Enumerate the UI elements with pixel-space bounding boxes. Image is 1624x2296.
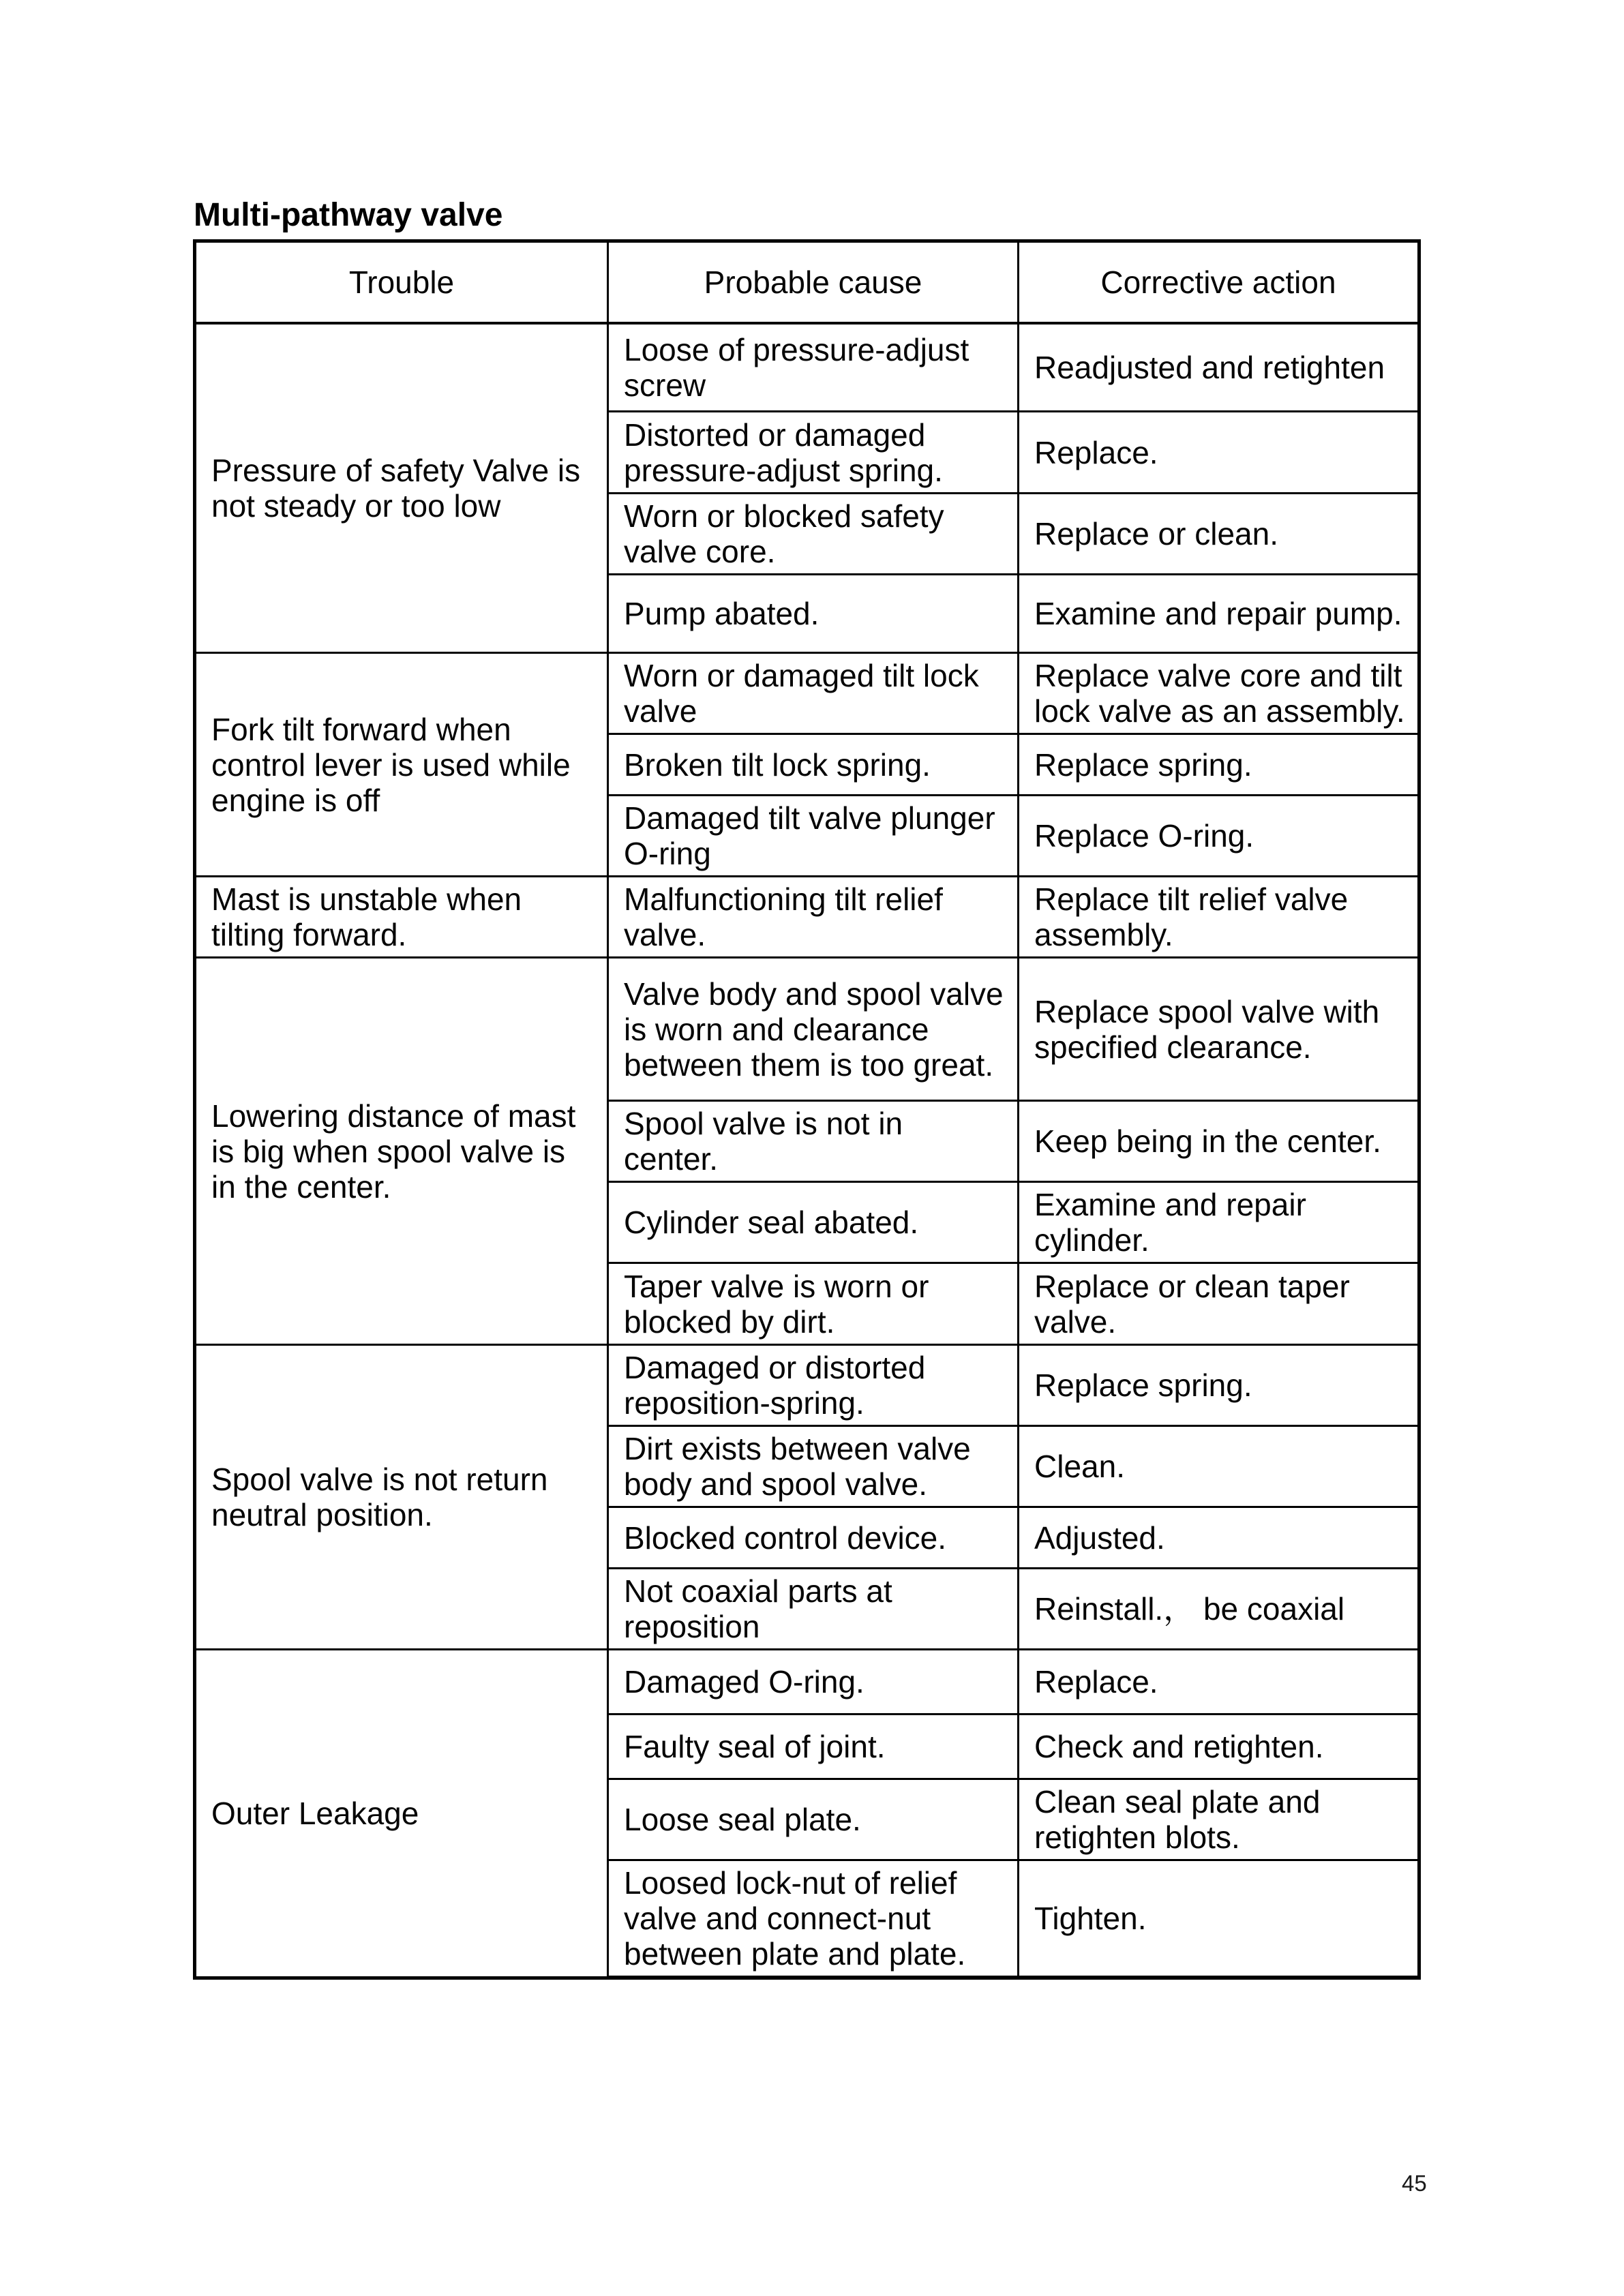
cause-cell: Cylinder seal abated. bbox=[608, 1182, 1019, 1263]
action-cell: Replace valve core and tilt lock valve as an assembly. bbox=[1019, 653, 1419, 734]
trouble-cell: Mast is unstable when tilting forward. bbox=[195, 877, 608, 958]
cause-cell: Blocked control device. bbox=[608, 1507, 1019, 1569]
action-cell: Replace tilt relief valve assembly. bbox=[1019, 877, 1419, 958]
trouble-cell: Spool valve is not return neutral position. bbox=[195, 1345, 608, 1650]
action-cell: Adjusted. bbox=[1019, 1507, 1419, 1569]
action-cell: Replace O-ring. bbox=[1019, 796, 1419, 877]
action-cell: Check and retighten. bbox=[1019, 1715, 1419, 1779]
cause-cell: Loose seal plate. bbox=[608, 1779, 1019, 1860]
column-header-action: Corrective action bbox=[1019, 241, 1419, 323]
cause-cell: Distorted or damaged pressure-adjust spring. bbox=[608, 412, 1019, 494]
troubleshooting-table bbox=[193, 239, 1421, 1980]
table-row bbox=[195, 958, 1419, 1101]
cause-cell: Malfunctioning tilt relief valve. bbox=[608, 877, 1019, 958]
table-row bbox=[195, 653, 1419, 734]
cause-cell: Loosed lock-nut of relief valve and connect-nut between plate and plate. bbox=[608, 1860, 1019, 1978]
action-cell: Tighten. bbox=[1019, 1860, 1419, 1978]
cause-cell: Loose of pressure-adjust screw bbox=[608, 323, 1019, 412]
cause-cell: Not coaxial parts at reposition bbox=[608, 1569, 1019, 1650]
table-row bbox=[195, 323, 1419, 412]
page-number: 45 bbox=[1402, 2171, 1427, 2196]
trouble-cell: Fork tilt forward when control lever is used while engine is off bbox=[195, 653, 608, 877]
trouble-cell: Pressure of safety Valve is not steady or too low bbox=[195, 323, 608, 653]
cause-cell: Dirt exists between valve body and spool valve. bbox=[608, 1426, 1019, 1507]
action-cell: Replace or clean taper valve. bbox=[1019, 1263, 1419, 1345]
cause-cell: Pump abated. bbox=[608, 575, 1019, 653]
table-row bbox=[195, 877, 1419, 958]
action-cell: Replace. bbox=[1019, 412, 1419, 494]
table-row bbox=[195, 1650, 1419, 1715]
cause-cell: Worn or damaged tilt lock valve bbox=[608, 653, 1019, 734]
cause-cell: Taper valve is worn or blocked by dirt. bbox=[608, 1263, 1019, 1345]
action-cell: Keep being in the center. bbox=[1019, 1101, 1419, 1182]
column-header-cause: Probable cause bbox=[608, 241, 1019, 323]
cause-cell: Spool valve is not in center. bbox=[608, 1101, 1019, 1182]
action-cell: Reinstall.， be coaxial bbox=[1019, 1569, 1419, 1650]
cause-cell: Faulty seal of joint. bbox=[608, 1715, 1019, 1779]
column-header-trouble: Trouble bbox=[195, 241, 608, 323]
action-cell: Readjusted and retighten bbox=[1019, 323, 1419, 412]
action-cell: Replace or clean. bbox=[1019, 494, 1419, 575]
action-cell: Replace spring. bbox=[1019, 734, 1419, 796]
header-row bbox=[195, 241, 1419, 323]
action-cell: Examine and repair pump. bbox=[1019, 575, 1419, 653]
trouble-cell: Outer Leakage bbox=[195, 1650, 608, 1978]
cause-cell: Valve body and spool valve is worn and clearance between them is too great. bbox=[608, 958, 1019, 1101]
cause-cell: Worn or blocked safety valve core. bbox=[608, 494, 1019, 575]
action-cell: Replace. bbox=[1019, 1650, 1419, 1715]
cause-cell: Broken tilt lock spring. bbox=[608, 734, 1019, 796]
page-title: Multi-pathway valve bbox=[194, 197, 503, 233]
cause-cell: Damaged O-ring. bbox=[608, 1650, 1019, 1715]
cause-cell: Damaged or distorted reposition-spring. bbox=[608, 1345, 1019, 1426]
action-cell: Replace spring. bbox=[1019, 1345, 1419, 1426]
table-row bbox=[195, 1345, 1419, 1426]
cause-cell: Damaged tilt valve plunger O-ring bbox=[608, 796, 1019, 877]
action-cell: Replace spool valve with specified clearance. bbox=[1019, 958, 1419, 1101]
trouble-cell: Lowering distance of mast is big when spool valve is in the center. bbox=[195, 958, 608, 1345]
action-cell: Clean seal plate and retighten blots. bbox=[1019, 1779, 1419, 1860]
action-cell: Examine and repair cylinder. bbox=[1019, 1182, 1419, 1263]
action-cell: Clean. bbox=[1019, 1426, 1419, 1507]
